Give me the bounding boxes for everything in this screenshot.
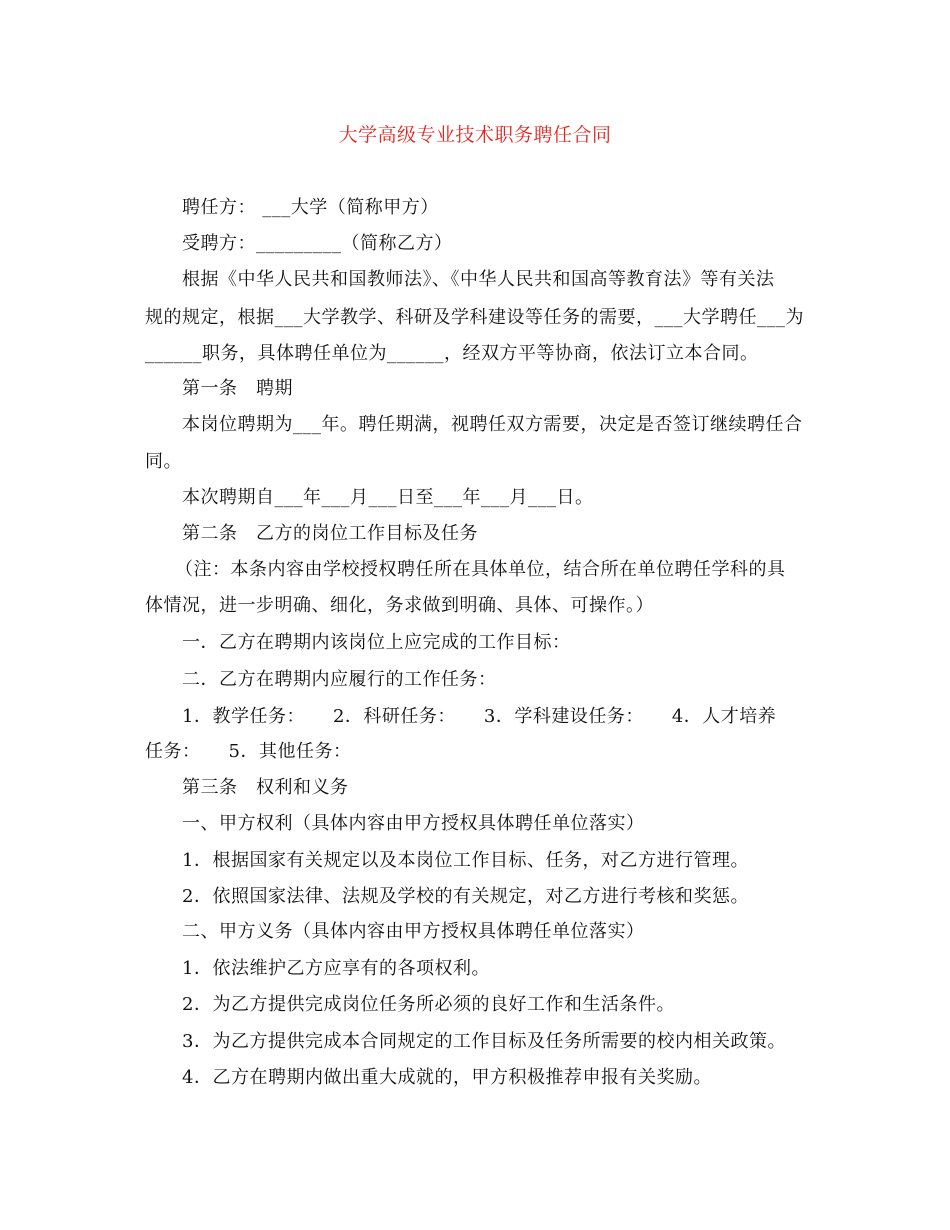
article-2-item-1: 一．乙方在聘期内该岗位上应完成的工作目标： bbox=[182, 632, 571, 653]
party-a-rights-item-1: 1．根据国家有关规定以及本岗位工作目标、任务，对乙方进行管理。 bbox=[182, 850, 749, 871]
employer-line: 聘任方： ___大学（简称甲方） bbox=[182, 197, 439, 218]
article-1-text-line-1: 本岗位聘期为___年。聘任期满，视聘任双方需要，决定是否签订继续聘任合 bbox=[182, 414, 803, 435]
page-title: 大学高级专业技术职务聘任合同 bbox=[338, 124, 612, 146]
article-2-heading: 第二条 乙方的岗位工作目标及任务 bbox=[182, 523, 478, 544]
article-2-note-line-1: （注：本条内容由学校授权聘任所在具体单位，结合所在单位聘任学科的具 bbox=[175, 559, 786, 580]
preamble-line-1: 根据《中华人民共和国教师法》、《中华人民共和国高等教育法》等有关法 bbox=[182, 269, 775, 290]
article-2-tasks-line-1: 1．教学任务： 2．科研任务： 3．学科建设任务： 4．人才培养 bbox=[182, 706, 777, 727]
preamble-line-3: ______职务，具体聘任单位为______，经双方平等协商，依法订立本合同。 bbox=[145, 343, 759, 364]
party-a-duties-heading: 二、甲方义务（具体内容由甲方授权具体聘任单位落实） bbox=[182, 921, 645, 942]
article-1-heading: 第一条 聘期 bbox=[182, 378, 293, 399]
party-a-rights-heading: 一、甲方权利（具体内容由甲方授权具体聘任单位落实） bbox=[182, 813, 645, 834]
party-a-rights-item-2: 2．依照国家法律、法规及学校的有关规定，对乙方进行考核和奖惩。 bbox=[182, 886, 749, 907]
party-a-duties-item-2: 2．为乙方提供完成岗位任务所必须的良好工作和生活条件。 bbox=[182, 994, 675, 1015]
preamble-line-2: 规的规定，根据___大学教学、科研及学科建设等任务的需要，___大学聘任___为 bbox=[145, 307, 804, 328]
article-3-heading: 第三条 权利和义务 bbox=[182, 777, 349, 798]
article-2-item-2: 二．乙方在聘期内应履行的工作任务： bbox=[182, 669, 497, 690]
party-a-duties-item-3: 3．为乙方提供完成本合同规定的工作目标及任务所需要的校内相关政策。 bbox=[182, 1031, 786, 1052]
party-a-duties-item-4: 4．乙方在聘期内做出重大成就的，甲方积极推荐申报有关奖励。 bbox=[182, 1067, 712, 1088]
employee-line: 受聘方：_________（简称乙方） bbox=[182, 233, 453, 254]
article-2-tasks-line-2: 任务： 5．其他任务： bbox=[145, 741, 352, 762]
party-a-duties-item-1: 1．依法维护乙方应享有的各项权利。 bbox=[182, 958, 490, 979]
article-1-text-line-2: 同。 bbox=[145, 451, 182, 472]
article-2-note-line-2: 体情况，进一步明确、细化，务求做到明确、具体、可操作。） bbox=[145, 595, 654, 616]
article-1-period-line: 本次聘期自___年___月___日至___年___月___日。 bbox=[182, 487, 594, 508]
